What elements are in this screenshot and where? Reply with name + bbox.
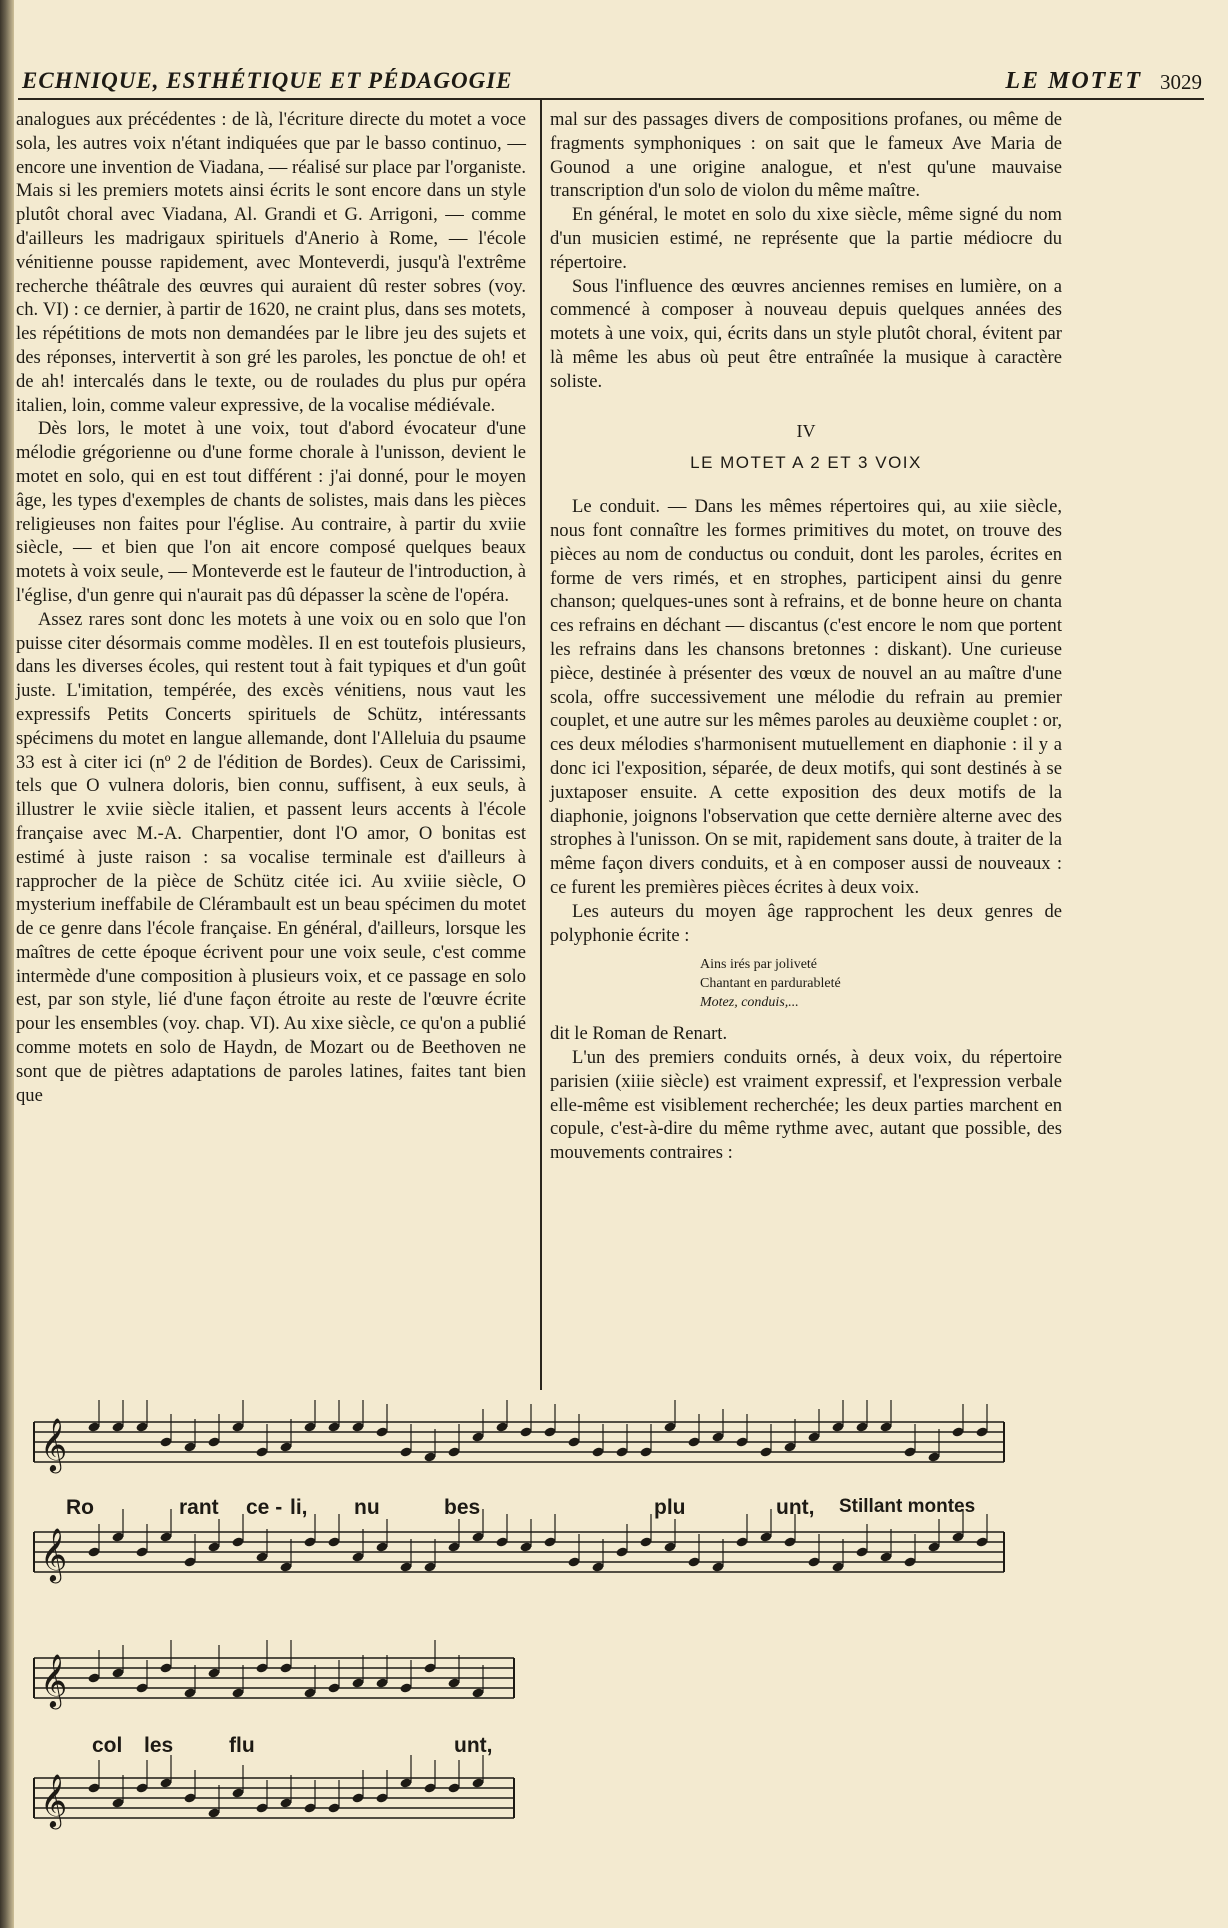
lyric-syllable: Stillant montes: [839, 1496, 976, 1517]
lyric-syllable: Ro: [66, 1496, 94, 1519]
lyric-syllable: bes: [444, 1496, 481, 1519]
paragraph: En général, le motet en solo du xixe siècle, même signé du nom d'un musicien estimé, ne représente que la partie médiocre du répertoire.: [550, 204, 1062, 273]
treble-clef-icon: 𝄞: [40, 1773, 68, 1827]
left-column: [16, 108, 526, 1107]
paragraph: dit le Roman de Renart.: [550, 1023, 728, 1045]
verse-quotation: [700, 955, 1062, 1012]
verse-line: Chantant en pardurableté: [700, 976, 841, 992]
column-divider: [540, 100, 542, 1390]
lyric-syllable: unt,: [454, 1734, 493, 1757]
treble-clef-icon: 𝄞: [40, 1653, 68, 1707]
lyric-syllable: rant: [179, 1496, 219, 1519]
music-score: [14, 1400, 1014, 1900]
lyric-syllable: flu: [229, 1734, 255, 1757]
lyric-syllable: unt,: [776, 1496, 815, 1519]
lyric-syllable: nu: [354, 1496, 380, 1519]
section-number: IV: [796, 420, 816, 441]
paragraph: Sous l'influence des œuvres anciennes remises en lumière, on a commencé à composer à nouveau depuis quelques années des motets à une voix, qui, écrits dans un style plutôt choral, évitent par là même les abus où peut être entraînée la musique à caractère soliste.: [550, 275, 1062, 392]
treble-clef-icon: 𝄞: [40, 1417, 68, 1471]
paragraph: L'un des premiers conduits ornés, à deux voix, du répertoire parisien (xiiie siècle) est vraiment expressif, et l'expression verbale elle-même est visiblement recherchée; les deux parties marchent en copule, c'est-à-dire du même rythme avec, autant que possible, des mouvements contraires :: [550, 1047, 1062, 1164]
lyric-syllable: col: [92, 1734, 123, 1757]
book-binding-edge: [0, 0, 14, 1928]
music-notation: [14, 1400, 1014, 1900]
paragraph: Les auteurs du moyen âge rapprochent les deux genres de polyphonie écrite :: [550, 900, 1062, 946]
page-number: 3029: [1160, 70, 1202, 94]
right-column: [550, 108, 1062, 1165]
lyric-syllable: ce -: [246, 1496, 283, 1519]
lyric-syllable: plu: [654, 1496, 686, 1519]
treble-clef-icon: 𝄞: [40, 1527, 68, 1581]
header-rule: [18, 98, 1204, 100]
lyric-syllable: li,: [290, 1496, 308, 1519]
lyric-syllable: les: [144, 1734, 174, 1757]
paragraph: mal sur des passages divers de compositions profanes, ou même de fragments symphoniques : on sait que le fameux Ave Maria de Gounod a une origine analogue, et n'est qu'une mauvaise transcription d'un solo de violon du même maître.: [550, 109, 1062, 202]
paragraph: Le conduit. — Dans les mêmes répertoires qui, au xiie siècle, nous font connaître les formes primitives du motet, on trouve des pièces au nom de conductus ou conduit, dont les paroles, écrites en forme de vers rimés, et en strophes, participent ainsi du genre chanson; quelques-unes sont à refrains, et de bonne heure on chanta ces refrains en déchant — discantus (c'est encore le nom que portent les refrains dans les chansons bretonnes : diskant). Une curieuse pièce, destinée à présenter des vœux de nouvel an au maître d'une scola, offre successivement une mélodie du refrain au premier couplet, et une autre sur les mêmes paroles au deuxième couplet : or, ces deux mélodies s'harmonisent mutuellement en diaphonie : il y a donc ici l'exposition, séparée, de deux motifs, qui sont destinés à se juxtaposer ensuite. A cette exposition des deux motifs de la diaphonie, joignons l'observation que cette dernière alterne avec des strophes à l'unisson. On se mit, rapidement sans doute, à traiter de la même façon divers conduits, et à en composer aussi de nouveaux : ce furent les premières pièces écrites à deux voix.: [550, 496, 1062, 898]
verse-line: Ains irés par joliveté: [700, 957, 818, 973]
header-article-title: LE MOTET: [1005, 68, 1142, 94]
paragraph: Assez rares sont donc les motets à une voix ou en solo que l'on puisse citer désormais comme modèles. Il en est toutefois plusieurs, dans les diverses écoles, qui restent tout à fait typiques et d'un goût juste. L'imitation, tempérée, des excès vénitiens, nous vaut les expressifs Petits Concerts spirituels de Schütz, intéressants spécimens du motet en langue allemande, dont l'Alleluia du psaume 33 est à citer ici (nº 2 de l'édition de Bordes). Ceux de Carissimi, tels que O vulnera doloris, bien connu, suffisent, à eux seuls, à illustrer le xviie siècle italien, et passent leurs accents à l'école française avec M.-A. Charpentier, dont l'O amor, O bonitas est estimé à juste raison : sa vocalise terminale est d'ailleurs à rapprocher de la pièce de Schütz citée ici. Au xviiie siècle, O mysterium ineffabile de Clérambault est un beau spécimen du motet de ce genre dans l'école française. En général, d'ailleurs, lorsque les maîtres de cette époque écrivent pour une voix seule, c'est comme intermède d'une composition à plusieurs voix, et ce passage en solo est, par son style, lié d'une façon étroite au reste de l'œuvre écrite pour les ensembles (voy. chap. VI). Au xixe siècle, ce qu'on a publié comme motets en solo de Haydn, de Mozart ou de Beethoven ne sont que de piètres adaptations de paroles latines, faites tant bien que: [16, 608, 526, 1106]
section-title: LE MOTET A 2 ET 3 VOIX: [690, 453, 922, 473]
paragraph: analogues aux précédentes : de là, l'écriture directe du motet a voce sola, les autres voix n'étant indiquées que par le basso continuo, — encore une invention de Viadana, — réalisé sur place par l'organiste. Mais si les premiers motets ainsi écrits le sont encore dans un style plutôt choral avec Viadana, Al. Grandi et G. Arrigoni, — comme d'ailleurs les madrigaux spirituels d'Anerio à Rome, — l'école vénitienne pousse rapidement, avec Monteverdi, jusqu'à l'extrême recherche théâtrale des œuvres qui auraient dû rester sobres (voy. ch. VI) : ce dernier, à partir de 1620, ne craint plus, dans ses motets, les répétitions de mots non demandées par le libre jeu des sujets et des réponses, intervertit à son gré les paroles, les ponctue de oh! et de ah! intercalés dans le texte, ou de roulades du plus pur opéra italien, loin, comme valeur expressive, de la vocalise médiévale.: [16, 109, 526, 416]
verse-line: Motez, conduis,...: [700, 995, 799, 1011]
running-header: [22, 64, 1202, 98]
header-section-title: ECHNIQUE, ESTHÉTIQUE ET PÉDAGOGIE: [22, 68, 513, 93]
paragraph: Dès lors, le motet à une voix, tout d'abord évocateur d'une mélodie grégorienne ou d'une forme chorale à l'unisson, devient le motet en solo, qui en est tout différent : j'ai donné, pour le moyen âge, les types d'exemples de chants de solistes, mais dans les pièces religieuses non faites pour l'église. Au contraire, à partir du xviie siècle, — et bien que l'on ait encore composé quelques beaux motets à voix seule, — Monteverde est le fauteur de l'introduction, à l'église, d'un genre qui n'aurait pas dû dépasser la scène de l'opéra.: [16, 418, 526, 606]
